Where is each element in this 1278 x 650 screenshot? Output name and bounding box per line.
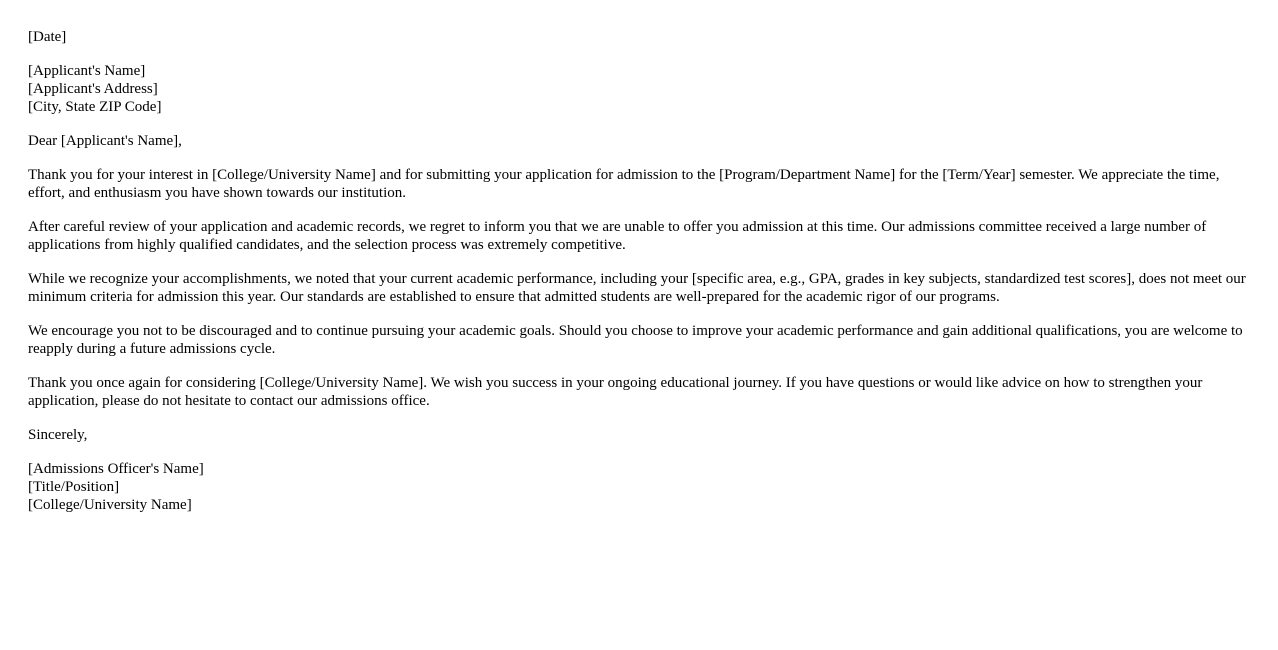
paragraph-criteria: While we recognize your accomplishments, we noted that your current academic performance, including your [specific area, e.g., GPA, grades in key subjects, standardized test scores], does not meet our minimum criteria for admission this year. Our standards are established to ensure that admitted students are well-prepared for the academic rigor of our programs. (28, 271, 1246, 305)
salutation-text: Dear [Applicant's Name], (28, 133, 182, 149)
recipient-city-state-zip: [City, State ZIP Code] (28, 99, 162, 115)
letter-date (28, 28, 1252, 46)
paragraph-decision: After careful review of your application and academic records, we regret to inform you that we are unable to offer you admission at this time. Our admissions committee received a large number of applications from highly qualified candidates, and the selection process was extremely competitive. (28, 219, 1207, 253)
signature-title: [Title/Position] (28, 479, 120, 495)
closing (28, 426, 1252, 444)
paragraph-encouragement: We encourage you not to be discouraged and to continue pursuing your academic goals. Should you choose to improve your academic performance and gain additional qualifications, you are welcome to reapply during a future admissions cycle. (28, 323, 1243, 357)
date-text: [Date] (28, 29, 67, 45)
signature-name: [Admissions Officer's Name] (28, 461, 204, 477)
paragraph-closing-remarks: Thank you once again for considering [College/University Name]. We wish you success in your ongoing educational journey. If you have questions or would like advice on how to strengthen your application, please do not hesitate to contact our admissions office. (28, 375, 1203, 409)
letter-body (28, 28, 1252, 530)
recipient-address-block (28, 62, 1252, 116)
salutation (28, 132, 1252, 150)
recipient-address: [Applicant's Address] (28, 81, 158, 97)
signature-institution: [College/University Name] (28, 497, 192, 513)
recipient-name: [Applicant's Name] (28, 63, 146, 79)
signature-block (28, 460, 1252, 514)
closing-text: Sincerely, (28, 427, 88, 443)
paragraph-intro: Thank you for your interest in [College/University Name] and for submitting your application for admission to the [Program/Department Name] for the [Term/Year] semester. We appreciate the time, effort, and enthusiasm you have shown towards our institution. (28, 167, 1220, 201)
